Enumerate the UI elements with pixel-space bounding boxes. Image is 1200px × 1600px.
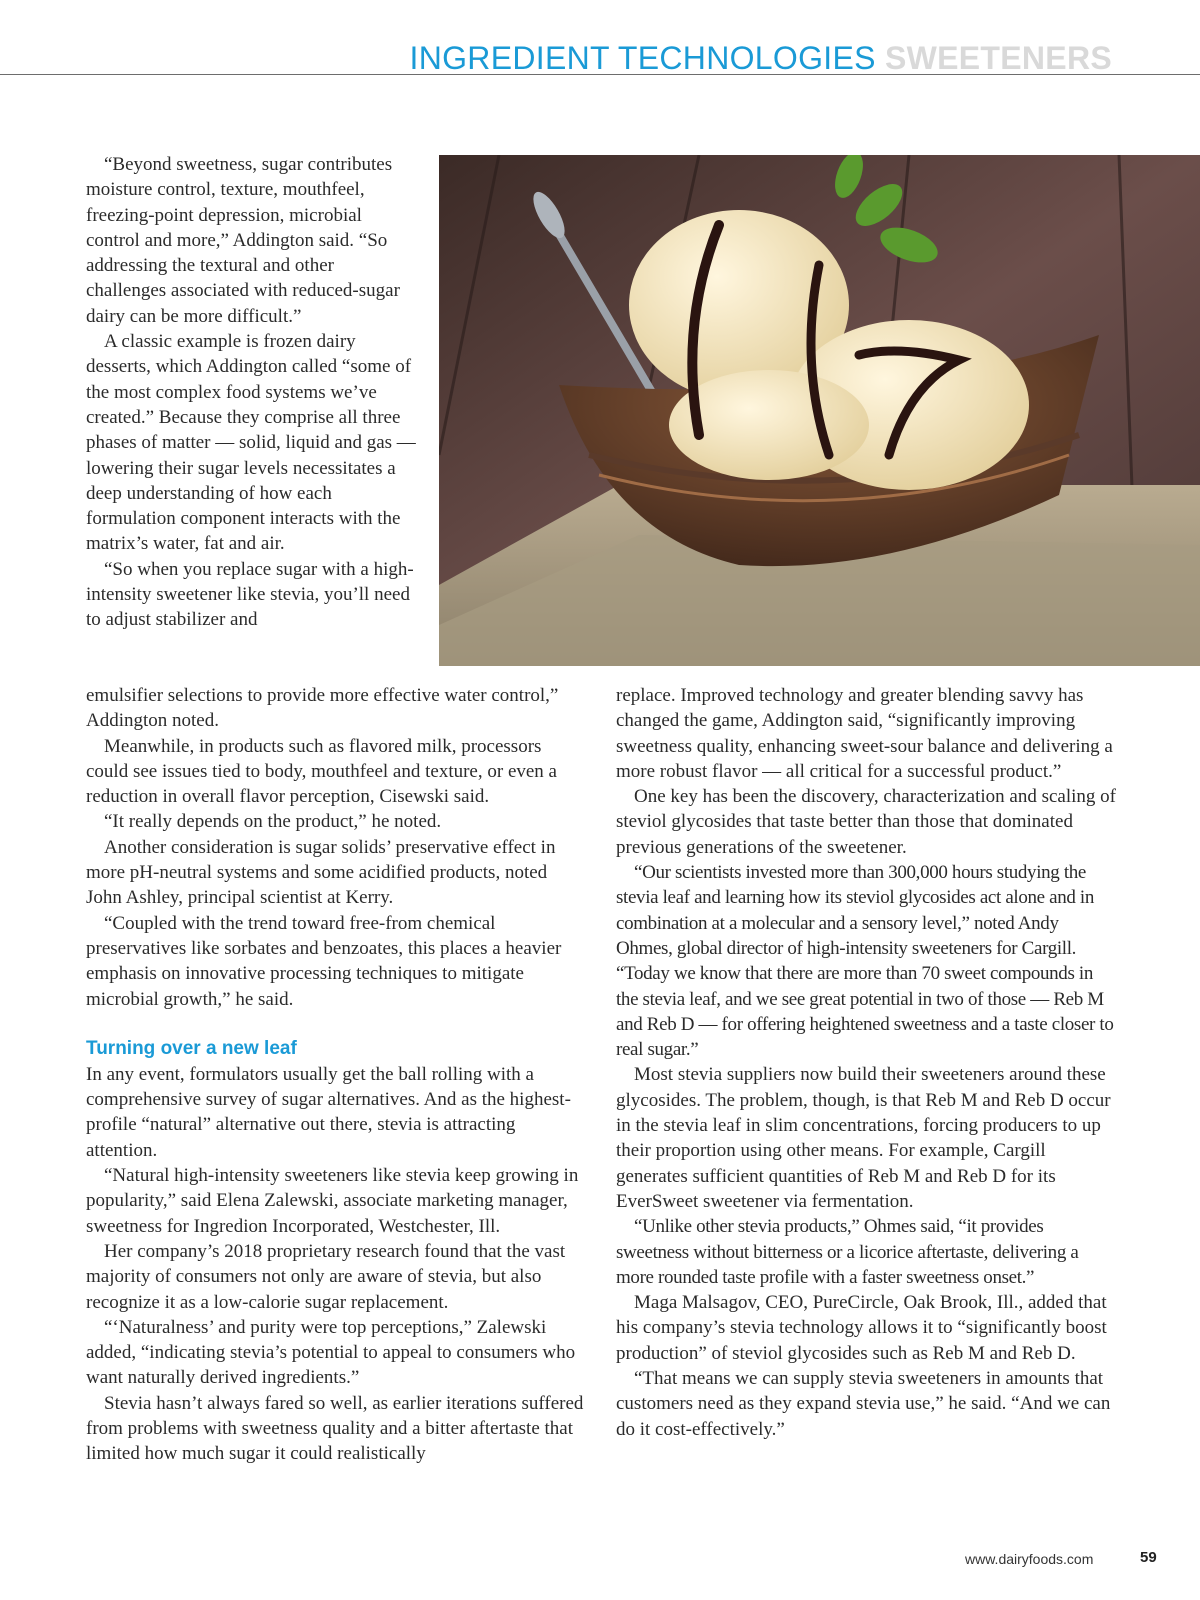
paragraph: “That means we can supply stevia sweeteners in amounts that customers need as they expand stevia use,” he said. “And we can do it cost-effectively.” <box>616 1368 1111 1440</box>
paragraph: “Our scientists invested more than 300,000 hours studying the stevia leaf and learning how its steviol glycosides act alone and in combination at a molecular and a sensory level,” noted Andy Ohmes, global director of high-intensity sweeteners for Cargill. “Today we know that there are more than 70 sweet compounds in the stevia leaf, and we see great potential in two of those — Reb M and Reb D — for offering heightened sweetness and a taste closer to real sugar.” <box>616 862 1114 1061</box>
section-title: INGREDIENT TECHNOLOGIES <box>409 40 876 76</box>
page-number: 59 <box>1140 1549 1157 1566</box>
paragraph: Stevia hasn’t always fared so well, as earlier iterations suffered from problems with sweetness quality and a bitter aftertaste that limited how much sugar it could realistically <box>86 1392 584 1465</box>
right-column <box>616 683 1116 1442</box>
left-column-bottom <box>86 683 586 1467</box>
footer-url: www.dairyfoods.com <box>965 1551 1094 1567</box>
paragraph: replace. Improved technology and greater blending savvy has changed the game, Addington said, “significantly improving sweetness quality, enhancing sweet-sour balance and delivering a more robust flavor — all critical for a successful product.” <box>616 685 1113 782</box>
paragraph: A classic example is frozen dairy desserts, which Addington called “some of the most complex food systems we’ve created.” Because they comprise all three phases of matter — solid, liquid and gas — lowering their sugar levels necessitates a deep understanding of how each formulation component interacts with the matrix’s water, fat and air. <box>86 331 416 555</box>
paragraph: In any event, formulators usually get the ball rolling with a comprehensive survey of sugar alternatives. And as the highest-profile “natural” alternative out there, stevia is attracting attention. <box>86 1063 571 1161</box>
paragraph: emulsifier selections to provide more effective water control,” Addington noted. <box>86 685 559 732</box>
paragraph: Most stevia suppliers now build their sweeteners around these glycosides. The problem, though, is that Reb M and Reb D occur in the stevia leaf in slim concentrations, forcing producers to up their proportion using other means. For example, Cargill generates sufficient quantities of Reb M and Reb D for its EverSweet sweetener via fermentation. <box>616 1064 1111 1212</box>
paragraph: “Coupled with the trend toward free-from chemical preservatives like sorbates and benzoates, this places a heavier emphasis on innovative processing techniques to mitigate microbial growth,” he said. <box>86 912 562 1010</box>
paragraph: “So when you replace sugar with a high-intensity sweetener like stevia, you’ll need to adjust stabilizer and <box>86 558 414 631</box>
paragraph: Another consideration is sugar solids’ preservative effect in more pH-neutral systems and some acidified products, noted John Ashley, principal scientist at Kerry. <box>86 836 556 909</box>
ice-cream-bowl-photo <box>439 155 1200 666</box>
left-column-top <box>86 152 416 633</box>
paragraph: “Beyond sweetness, sugar contributes moisture control, texture, mouthfeel, freezing-point depression, microbial control and more,” Addington said. “So addressing the textural and other challenges associated with reduced-sugar dairy can be more difficult.” <box>86 154 400 327</box>
paragraph: One key has been the discovery, characterization and scaling of steviol glycosides that taste better than those that dominated previous generations of the sweetener. <box>616 786 1117 858</box>
paragraph: “‘Naturalness’ and purity were top perceptions,” Zalewski added, “indicating stevia’s potential to appeal to consumers who want naturally derived ingredients.” <box>86 1316 576 1389</box>
paragraph: Her company’s 2018 proprietary research found that the vast majority of consumers not only are aware of stevia, but also recognize it as a low-calorie sugar replacement. <box>86 1240 566 1313</box>
paragraph: Maga Malsagov, CEO, PureCircle, Oak Brook, Ill., added that his company’s stevia technology allows it to “significantly boost production” of steviol glycosides such as Reb M and Reb D. <box>616 1292 1107 1364</box>
paragraph: “Unlike other stevia products,” Ohmes said, “it provides sweetness without bitterness or a licorice aftertaste, delivering a more rounded taste profile with a faster sweetness onset.” <box>616 1216 1079 1288</box>
paragraph: Meanwhile, in products such as flavored milk, processors could see issues tied to body, mouthfeel and texture, or even a reduction in overall flavor perception, Cisewski said. <box>86 735 557 808</box>
subheading: Turning over a new leaf <box>86 1037 297 1059</box>
section-topic: SWEETENERS <box>884 40 1112 76</box>
paragraph: “Natural high-intensity sweeteners like stevia keep growing in popularity,” said Elena Zalewski, associate marketing manager, sweetness for Ingredion Incorporated, Westchester, Ill. <box>86 1165 579 1237</box>
paragraph: “It really depends on the product,” he noted. <box>104 811 442 833</box>
section-header <box>410 42 1112 74</box>
